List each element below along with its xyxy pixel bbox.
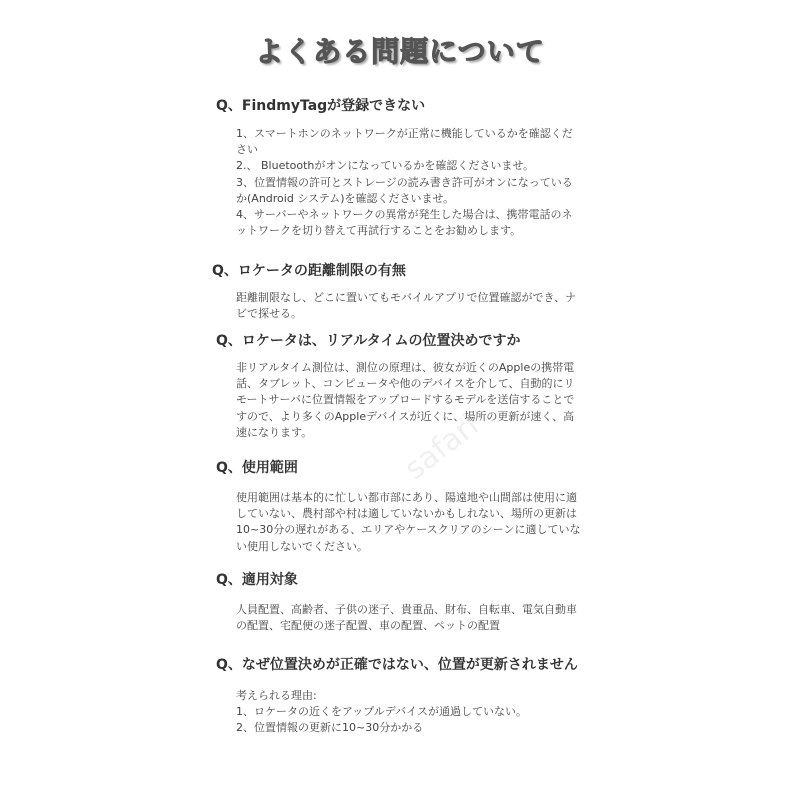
answer-line: 考えられる理由: (236, 689, 317, 702)
answer-line: 3、位置情報の許可とストレージの読み書き許可がオンになっているか(Android システム)を確認くださいませ。 (236, 175, 573, 205)
answer-line: 人員配置、高齢者、子供の迷子、貴重品、財布、自転車、電気自動車の配置、宅配便の迷子配置、車の配置、ペットの配置 (236, 603, 577, 633)
faq-answer (236, 126, 581, 239)
faq-answer (236, 360, 581, 441)
faq-question: Q、ロケータの距離制限の有無 (212, 263, 406, 279)
answer-line: 距離制限なし、どこに置いてもモバイルアプリで位置確認ができ、ナビで探せる。 (236, 291, 577, 321)
faq-question: Q、使用範囲 (216, 460, 298, 476)
faq-answer (236, 290, 581, 322)
answer-line: 4、サーバーやネットワークの異常が発生した場合は、携帯電話のネットワークを切り替えて再試行することをお勧めします。 (236, 208, 573, 238)
answer-line: 非リアルタイム測位は、測位の原理は、彼女が近くのAppleの携帯電話、タブレット、コンピュータや他のデバイスを介して、自動的にリモートサーバに位置情報をアップロードするモデルを送信することですので、より多くのAppleデバイスが近くに、場所の更新が速く、高速になります。 (236, 361, 575, 439)
answer-line: 使用範囲は基本的に忙しい都市部にあり、陽遠地や山間部は使用に適していない、農村部や村は適していないかもしれない、場所の更新は10~30分の遅れがある、エリアやケースクリアのシーンに適していない使用しないでください。 (236, 491, 581, 553)
faq-question: Q、ロケータは、リアルタイムの位置決めですか (216, 333, 521, 349)
faq-answer (236, 688, 581, 737)
faq-question: Q、なぜ位置決めが正確ではない、位置が更新されません (216, 657, 578, 673)
faq-question: Q、適用対象 (216, 572, 298, 588)
answer-line: 2.、 Bluetoothがオンになっているかを確認くださいませ。 (236, 159, 535, 173)
answer-line: 1、ロケータの近くをアップルデバイスが通過していない。 (236, 705, 528, 719)
page-title: よくある問題について (255, 35, 545, 68)
faq-answer (236, 602, 581, 634)
answer-line: 2、位置情報の更新に10~30分かかる (236, 721, 424, 735)
faq-answer (236, 490, 581, 555)
watermark: safari (398, 407, 486, 488)
answer-line: 1、スマートホンのネットワークが正常に機能しているかを確認ください (236, 127, 573, 157)
faq-question: Q、FindmyTagが登録できない (216, 98, 426, 114)
